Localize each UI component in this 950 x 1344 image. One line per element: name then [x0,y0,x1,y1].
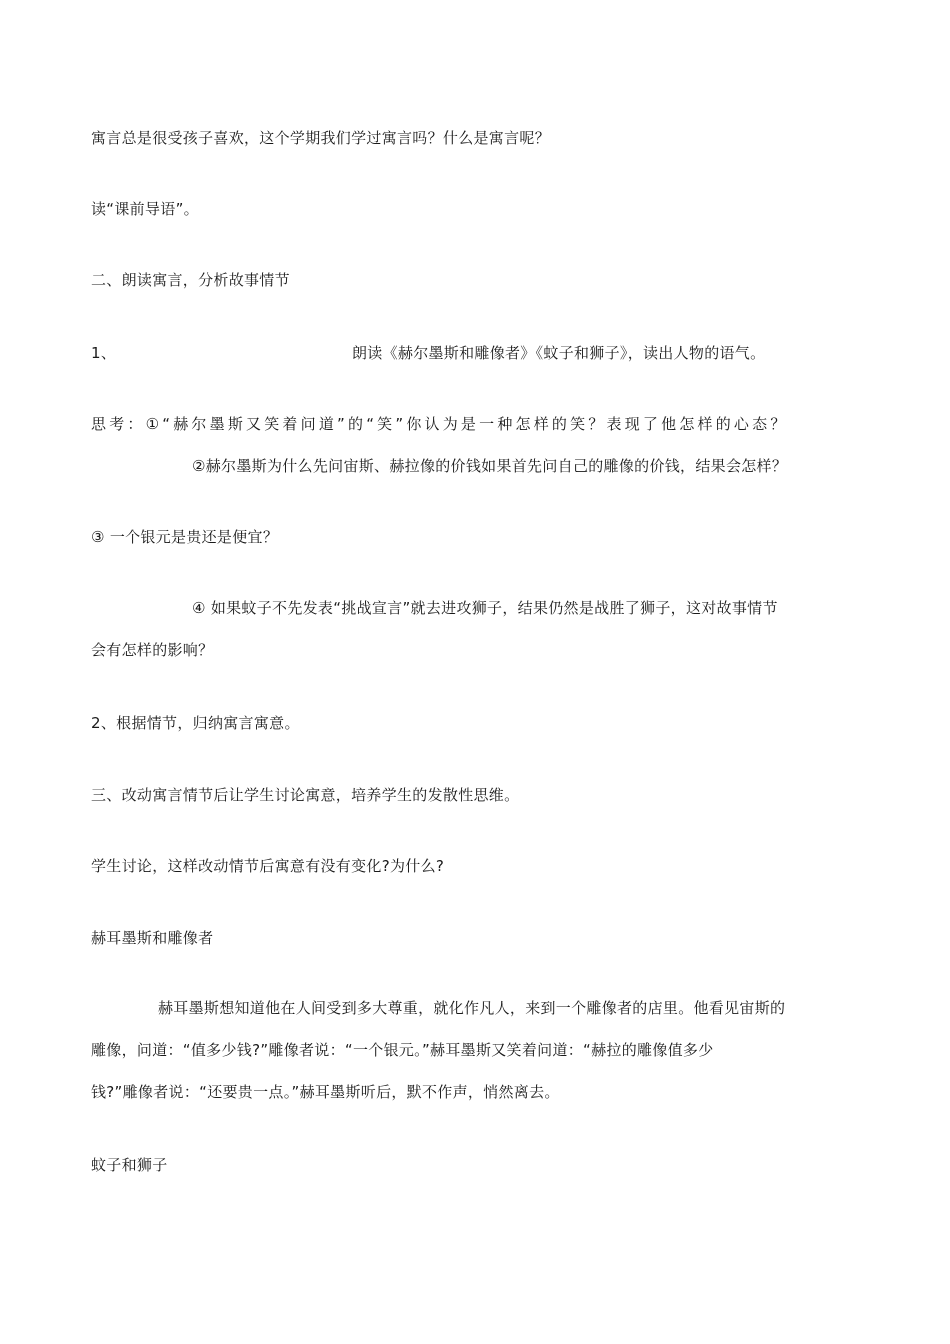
item-2-paragraph: 2、根据情节，归纳寓言寓意。 [91,714,300,732]
discussion-paragraph: 学生讨论，这样改动情节后寓意有没有变化?为什么? [91,857,445,875]
section-2-heading: 二、朗读寓言，分析故事情节 [91,271,290,289]
think-question-2: ②赫尔墨斯为什么先问宙斯、赫拉像的价钱如果首先问自己的雕像的价钱，结果会怎样？ [192,457,788,475]
think-question-4-line-2: 会有怎样的影响？ [91,641,214,659]
section-3-heading: 三、改动寓言情节后让学生讨论寓意，培养学生的发散性思维。 [91,786,520,804]
story-2-title: 蚊子和狮子 [91,1156,168,1174]
think-question-4-line-1: ④ 如果蚊子不先发表“挑战宣言”就去进攻狮子，结果仍然是战胜了狮子，这对故事情节 [192,599,778,617]
think-question-1: 思考：①“赫尔墨斯又笑着问道”的“笑”你认为是一种怎样的笑？表现了他怎样的心态？ [91,415,789,433]
story-1-line-2: 雕像，问道：“值多少钱?”雕像者说：“一个银元。”赫耳墨斯又笑着问道：“赫拉的雕像值多少 [91,1041,714,1059]
think-question-3: ③ 一个银元是贵还是便宜？ [91,528,279,546]
story-1-title: 赫耳墨斯和雕像者 [91,929,214,947]
story-1-line-3: 钱?”雕像者说：“还要贵一点。”赫耳墨斯听后，默不作声，悄然离去。 [91,1083,560,1101]
story-1-line-1: 赫耳墨斯想知道他在人间受到多大尊重，就化作凡人，来到一个雕像者的店里。他看见宙斯的 [158,999,786,1017]
item-1-number: 1、 [91,344,117,362]
item-1-text: 朗读《赫尔墨斯和雕像者》《蚊子和狮子》，读出人物的语气。 [352,344,766,362]
intro-paragraph: 寓言总是很受孩子喜欢，这个学期我们学过寓言吗？什么是寓言呢？ [91,129,551,147]
read-guide-paragraph: 读“课前导语”。 [91,200,199,218]
